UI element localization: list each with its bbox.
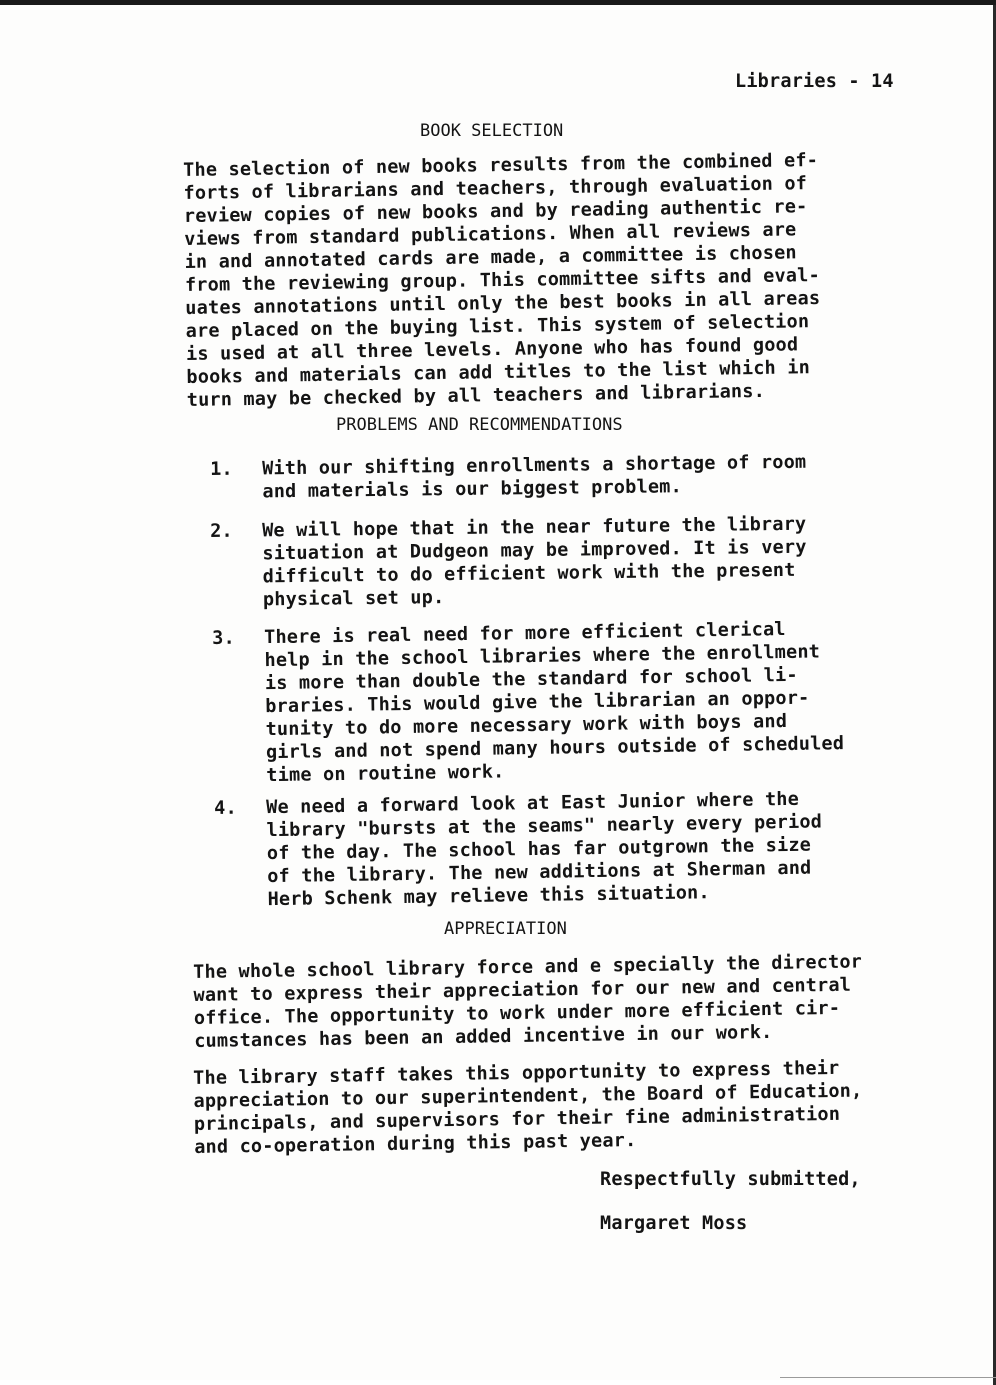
item-number: 1. <box>210 458 233 480</box>
text-line: from the reviewing group. This committee sifts and eval- <box>184 265 821 296</box>
text-line: of the day. The school has far outgrown the size <box>266 834 812 865</box>
text-line: We need a forward look at East Junior where the <box>266 788 800 819</box>
appreciation-paragraph-1 <box>193 950 863 1052</box>
item-body <box>266 787 823 911</box>
text-line: Herb Schenk may relieve this situation. <box>267 882 710 911</box>
appreciation-paragraph-2 <box>193 1056 863 1158</box>
text-line: With our shifting enrollments a shortage of room <box>262 451 807 480</box>
section-heading-problems: PROBLEMS AND RECOMMENDATIONS <box>336 415 623 435</box>
item-body <box>262 451 807 504</box>
text-line: help in the school libraries where the enrollment <box>264 641 821 672</box>
item-body <box>264 617 845 787</box>
text-line: review copies of new books and by reading authentic re- <box>183 196 808 227</box>
text-line: braries. This would give the librarian an oppor- <box>265 687 810 718</box>
text-line: in and annotated cards are made, a committee is chosen <box>184 242 797 273</box>
text-line: difficult to do efficient work with the present <box>262 559 796 588</box>
text-line: appreciation to our superintendent, the Board of Education, <box>193 1080 863 1112</box>
text-line: The selection of new books results from the combined ef- <box>183 150 819 181</box>
text-line: time on routine work. <box>266 761 505 787</box>
text-line: turn may be checked by all teachers and librarians. <box>186 380 766 411</box>
text-line: and materials is our biggest problem. <box>262 476 683 503</box>
section-heading-appreciation: APPRECIATION <box>444 919 567 939</box>
signature-name: Margaret Moss <box>600 1213 748 1234</box>
text-line: physical set up. <box>262 587 445 611</box>
item-number: 4. <box>214 797 238 819</box>
text-line: are placed on the buying list. This system of selection <box>185 311 810 342</box>
text-line: office. The opportunity to work under more efficient cir- <box>193 997 841 1029</box>
text-line: is used at all three levels. Anyone who has found good <box>185 334 799 365</box>
section-heading-book-selection: BOOK SELECTION <box>420 121 564 141</box>
text-line: cumstances has been an added incentive in our work. <box>194 1021 773 1052</box>
text-line: of the library. The new additions at Sherman and <box>267 857 812 888</box>
bottom-rule <box>780 1377 996 1378</box>
text-line: want to express their appreciation for our new and central <box>193 974 852 1006</box>
text-line: girls and not spend many hours outside of scheduled <box>265 733 845 764</box>
item-body <box>262 513 807 612</box>
text-line: library "bursts at the seams" nearly every period <box>266 811 823 842</box>
text-line: tunity to do more necessary work with boys and <box>265 710 788 741</box>
text-line: There is real need for more efficient clerical <box>264 618 786 649</box>
text-line: The whole school library force and e specially the director <box>193 951 863 983</box>
valediction: Respectfully submitted, <box>600 1169 861 1190</box>
book-selection-paragraph <box>183 149 822 412</box>
text-line: uates annotations until only the best books in all areas <box>185 288 821 319</box>
text-line: and co-operation during this past year. <box>194 1130 637 1158</box>
text-line: books and materials can add titles to the list which in <box>186 357 811 388</box>
page-number: Libraries - 14 <box>735 71 894 92</box>
text-line: forts of librarians and teachers, through evaluation of <box>183 173 808 204</box>
text-line: is more than double the standard for school li- <box>264 664 798 695</box>
item-number: 2. <box>210 520 233 542</box>
text-line: views from standard publications. When all reviews are <box>184 219 797 250</box>
text-line: principals, and supervisors for their fine administration <box>193 1103 841 1135</box>
item-number: 3. <box>212 627 236 649</box>
text-line: situation at Dudgeon may be improved. It is very <box>262 536 807 565</box>
text-line: The library staff takes this opportunity to express their <box>193 1057 840 1089</box>
text-line: We will hope that in the near future the library <box>262 513 807 542</box>
